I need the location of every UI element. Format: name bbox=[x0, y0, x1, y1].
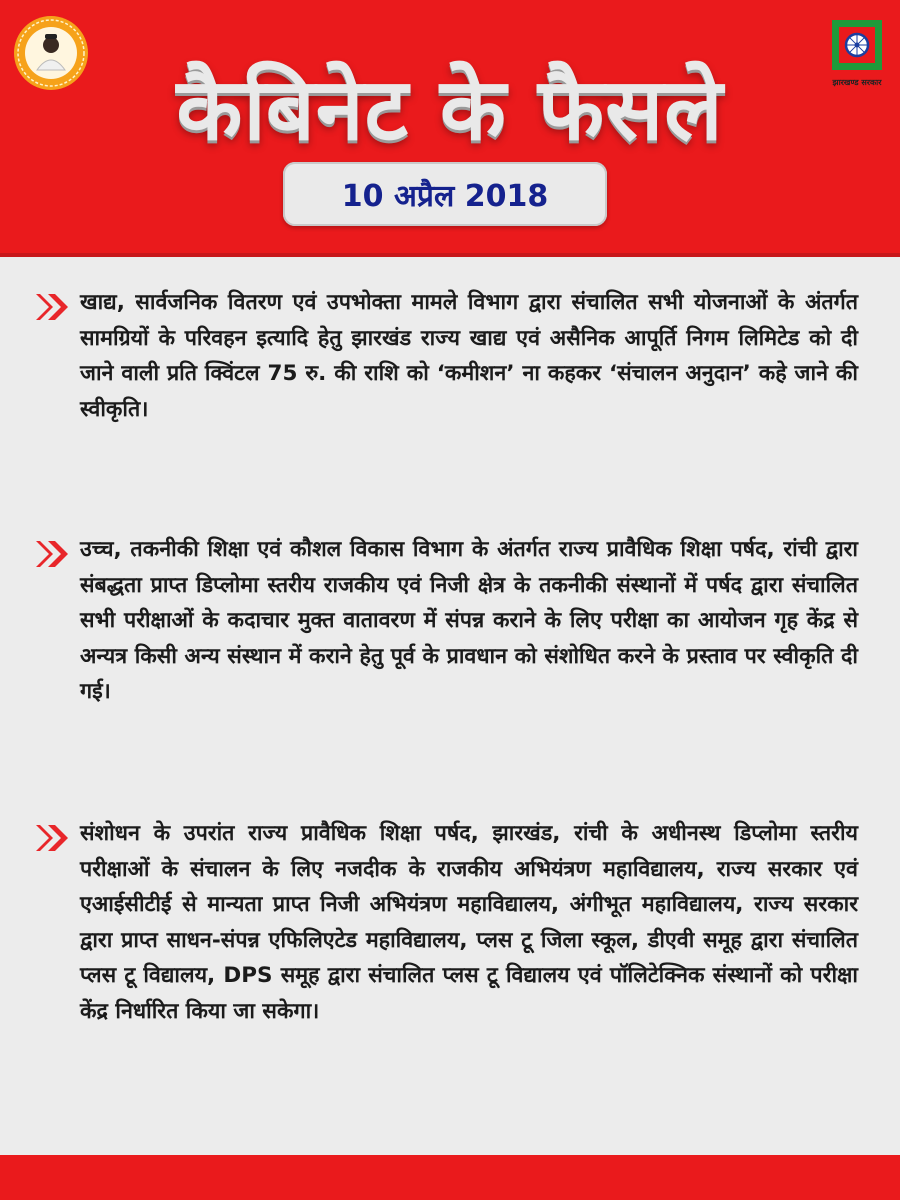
decisions-list bbox=[0, 257, 900, 1155]
emblem-label: झारखण्ड सरकार bbox=[832, 78, 882, 87]
double-chevron-icon bbox=[34, 823, 70, 853]
double-chevron-icon bbox=[34, 292, 70, 322]
double-chevron-icon bbox=[34, 539, 70, 569]
header-banner bbox=[0, 0, 900, 257]
decision-item-2: उच्च, तकनीकी शिक्षा एवं कौशल विकास विभाग के अंतर्गत राज्य प्रावैधिक शिक्षा पर्षद, रांची द्वारा संबद्धता प्राप्त डिप्लोमा स्तरीय राजकीय एवं निजी क्षेत्र के तकनीकी संस्थानों में पर्षद द्वारा संचालित सभी परीक्षाओं के कदाचार मुक्त वातावरण में संपन्न कराने के लिए परीक्षा का आयोजन गृह केंद्र से अन्यत्र किसी अन्य संस्थान में कराने हेतु पूर्व के प्रावधान को संशोधित करने के प्रस्ताव पर स्वीकृति दी गई। bbox=[80, 537, 858, 704]
jharkhand-emblem bbox=[822, 15, 892, 93]
decision-item-3: संशोधन के उपरांत राज्य प्रावैधिक शिक्षा पर्षद, झारखंड, रांची के अधीनस्थ डिप्लोमा स्तरीय परीक्षाओं के संचालन के लिए नजदीक के राजकीय अभियंत्रण महाविद्यालय, राज्य सरकार एवं एआईसीटीई से मान्यता प्राप्त निजी अभियंत्रण महाविद्यालय, अंगीभूत महाविद्यालय, राज्य सरकार द्वारा प्राप्त साधन-संपन्न एफिलिएटेड महाविद्यालय, प्लस टू जिला स्कूल, डीएवी समूह द्वारा संचालित प्लस टू विद्यालय, DPS समूह द्वारा संचालित प्लस टू विद्यालय एवं पॉलिटेक्निक संस्थानों को परीक्षा केंद्र निर्धारित किया जा सकेगा। bbox=[80, 821, 858, 1024]
date-badge bbox=[283, 162, 607, 226]
decision-item-1: खाद्य, सार्वजनिक वितरण एवं उपभोक्ता मामले विभाग द्वारा संचालित सभी योजनाओं के अंतर्गत सामग्रियों के परिवहन इत्यादि हेतु झारखंड राज्य खाद्य एवं असैनिक आपूर्ति निगम लिमिटेड को दी जाने वाली प्रति क्विंटल 75 रु. की राशि को ‘कमीशन’ ना कहकर ‘संचालन अनुदान’ कहे जाने की स्वीकृति। bbox=[80, 290, 858, 422]
page-title: कैबिनेट के फैसले bbox=[176, 60, 724, 160]
jharkhand-emblem-icon bbox=[822, 15, 892, 75]
date-text: 10 अप्रैल 2018 bbox=[341, 178, 549, 214]
footer-bar bbox=[0, 1155, 900, 1200]
